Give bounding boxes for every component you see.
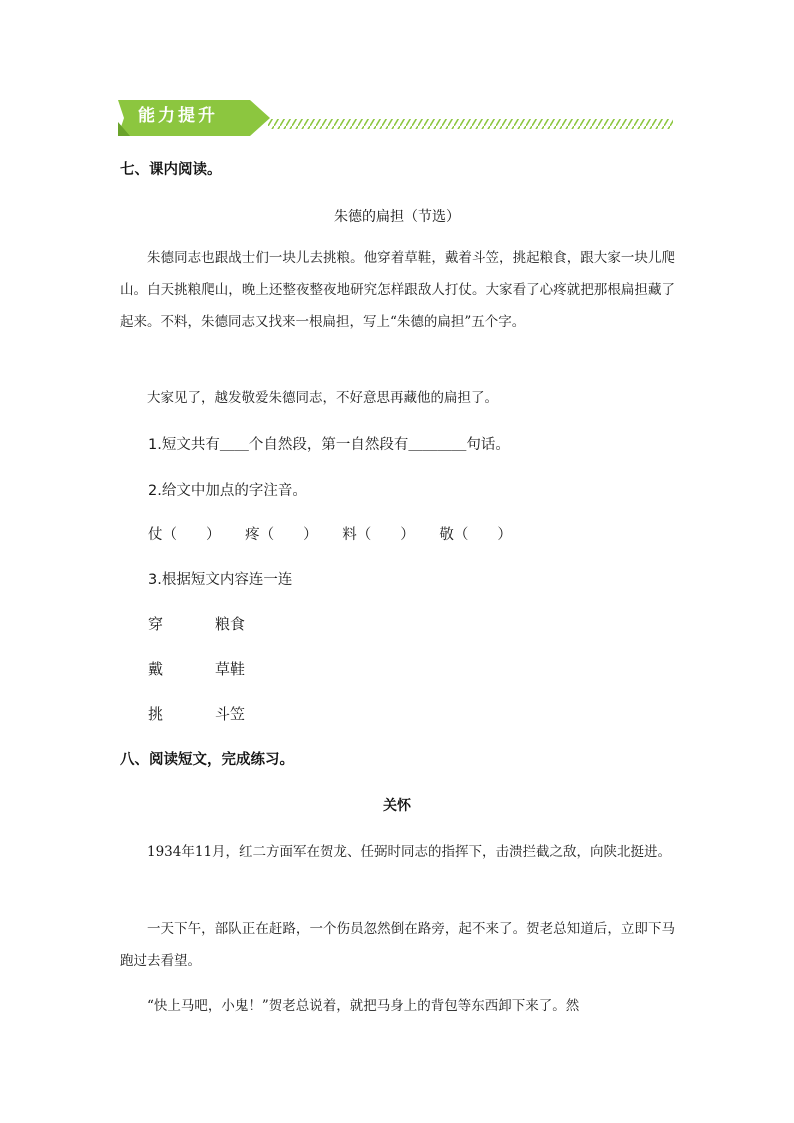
zhude-paragraph-2: 大家见了，越发敬爱朱德同志，不好意思再藏他的扁担了。 bbox=[147, 390, 498, 406]
passage-title-guanhuai: 关怀 bbox=[383, 798, 411, 814]
zhude-paragraph-1: 朱德同志也跟战士们一块儿去挑粮。他穿着草鞋，戴着斗笠，挑起粮食，跟大家一块儿爬山。白天挑粮爬山，晚上还整夜整夜地研究怎样跟敌人打仗。大家看了心疼就把那根扁担藏了起来。不料，朱德同志又找来一根扁担，写上“朱德的扁担”五个字。 bbox=[120, 250, 675, 330]
match-left-item: 挑 bbox=[148, 705, 164, 723]
match-left-item: 戴 bbox=[148, 660, 164, 678]
pinyin-item-jing: 敬（ ） bbox=[439, 527, 512, 543]
pinyin-item-teng: 疼（ ） bbox=[245, 527, 318, 543]
passage-title-zhude: 朱德的扁担（节选） bbox=[334, 209, 460, 225]
match-right-item: 草鞋 bbox=[215, 660, 246, 678]
question-2: 2.给文中加点的字注音。 bbox=[148, 483, 307, 499]
banner-title: 能力提升 bbox=[138, 106, 218, 126]
pinyin-row bbox=[148, 523, 532, 544]
question-3: 3.根据短文内容连一连 bbox=[148, 572, 293, 588]
guanhuai-paragraph-1: 1934年11月，红二方面军在贺龙、任弼时同志的指挥下，击溃拦截之敌，向陕北挺进。 bbox=[147, 844, 672, 860]
banner-hatch-strip bbox=[268, 119, 673, 129]
section-7-title: 七、课内阅读。 bbox=[120, 162, 222, 178]
match-right-item: 粮食 bbox=[215, 615, 246, 633]
section-8-title: 八、阅读短文，完成练习。 bbox=[120, 752, 294, 768]
pinyin-item-zhang: 仗（ ） bbox=[148, 527, 221, 543]
match-right-item: 斗笠 bbox=[215, 705, 246, 723]
guanhuai-paragraph-3: “快上马吧，小鬼！”贺老总说着，就把马身上的背包等东西卸下来了。然 bbox=[147, 998, 580, 1014]
match-left-item: 穿 bbox=[148, 615, 164, 633]
section-banner bbox=[118, 96, 678, 136]
question-1: 1.短文共有＿＿个自然段，第一自然段有＿＿＿＿句话。 bbox=[148, 437, 510, 453]
guanhuai-paragraph-2: 一天下午，部队正在赶路，一个伤员忽然倒在路旁，起不来了。贺老总知道后，立即下马跑过去看望。 bbox=[120, 921, 675, 969]
pinyin-item-liao: 料（ ） bbox=[342, 527, 415, 543]
